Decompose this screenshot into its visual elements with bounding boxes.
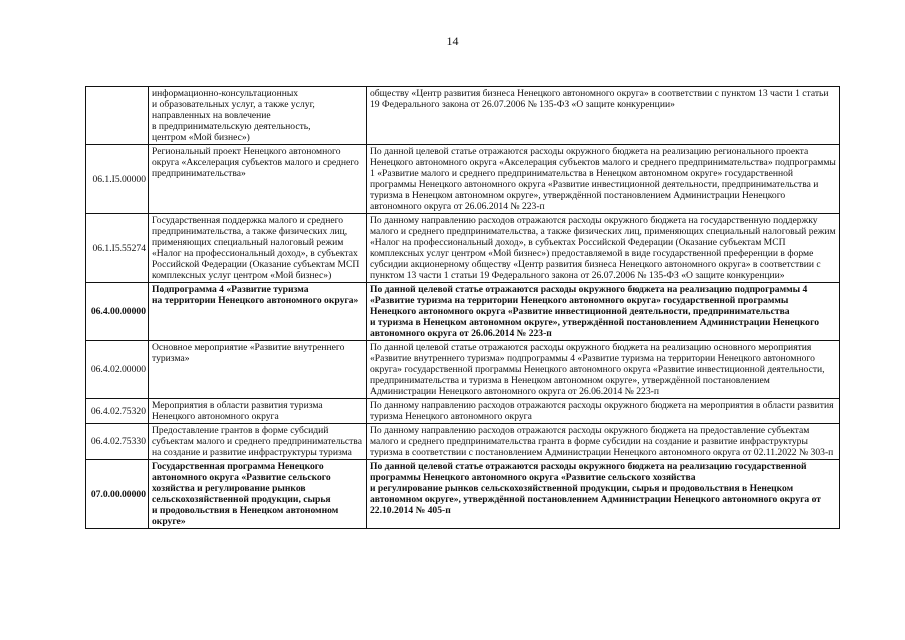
target-article-name: Государственная программа Ненецкого автономного округа «Развитие сельского хозяйства и регулирование рынков сельскохозяйственной продукции, сырья и продовольствия в Ненецком автономном округе» bbox=[149, 460, 367, 529]
table-row bbox=[86, 460, 840, 529]
target-article-name: информационно-консультационных и образовательных услуг, а также услуг, направленных на вовлечение в предпринимательскую деятельность, центром «Мой бизнес») bbox=[149, 87, 367, 145]
target-article-code: 07.0.00.00000 bbox=[86, 460, 149, 529]
table-row bbox=[86, 87, 840, 145]
target-article-name: Региональный проект Ненецкого автономного округа «Акселерация субъектов малого и среднего предпринимательства» bbox=[149, 145, 367, 214]
table-row bbox=[86, 341, 840, 399]
target-article-code bbox=[86, 87, 149, 145]
target-article-description: По данному направлению расходов отражаются расходы окружного бюджета на государственную поддержку малого и среднего предпринимательства, а также физических лиц, применяющих специальный налоговый режим «Налог на профессиональный доход», в субъектах Российской Федерации (Оказание субъектам МСП комплексных услуг центром «Мой бизнес») предоставляемой в виде государственной преференции в форме субсидии акционерному обществу «Центр развития бизнеса Ненецкого автономного округа» в соответствии с пунктом 13 части 1 статьи 19 Федерального закона от 26.07.2006 № 135-ФЗ «О защите конкуренции» bbox=[367, 214, 840, 283]
target-article-description: По данной целевой статье отражаются расходы окружного бюджета на реализацию основного мероприятия «Развитие внутреннего туризма» подпрограммы 4 «Развитие туризма на территории Ненецкого автономного округа» государственной программы Ненецкого автономного округа «Развитие инвестиционной деятельности, предпринимательства и туризма в Ненецком автономном округе», утверждённой постановлением Администрации Ненецкого автономного округа от 26.06.2014 № 223-п bbox=[367, 341, 840, 399]
target-article-name: Предоставление грантов в форме субсидий субъектам малого и среднего предпринимательства на создание и развитие инфраструктуры туризма bbox=[149, 424, 367, 460]
target-article-description: По данной целевой статье отражаются расходы окружного бюджета на реализацию регионального проекта Ненецкого автономного округа «Акселерация субъектов малого и среднего предпринимательства» подпрограммы 1 «Развитие малого и среднего предпринимательства в Ненецком автономном округе» государственной программы Ненецкого автономного округа «Развитие инвестиционной деятельности, предпринимательства и туризма в Ненецком автономном округе», утверждённой постановлением Администрации Ненецкого автономного округа от 26.06.2014 № 223-п bbox=[367, 145, 840, 214]
target-article-code: 06.4.00.00000 bbox=[86, 283, 149, 341]
target-article-description: По данной целевой статье отражаются расходы окружного бюджета на реализацию государственной программы Ненецкого автономного округа «Развитие сельского хозяйства и регулирование рынков сельскохозяйственной продукции, сырья и продовольствия в Ненецком автономном округе», утверждённой постановлением Администрации Ненецкого автономного округа от 22.10.2014 № 405-п bbox=[367, 460, 840, 529]
target-article-description: обществу «Центр развития бизнеса Ненецкого автономного округа» в соответствии с пунктом 13 части 1 статьи 19 Федерального закона от 26.07.2006 № 135-ФЗ «О защите конкуренции» bbox=[367, 87, 840, 145]
page-number: 14 bbox=[446, 34, 459, 48]
target-article-name: Государственная поддержка малого и среднего предпринимательства, а также физических лиц, применяющих специальный налоговый режим «Налог на профессиональный доход», в субъектах Российской Федерации (Оказание субъектам МСП комплексных услуг центром «Мой бизнес») bbox=[149, 214, 367, 283]
target-article-name: Мероприятия в области развития туризма Ненецкого автономного округа bbox=[149, 399, 367, 424]
target-article-code: 06.1.I5.00000 bbox=[86, 145, 149, 214]
target-article-description: По данной целевой статье отражаются расходы окружного бюджета на реализацию подпрограммы 4 «Развитие туризма на территории Ненецкого автономного округа» государственной программы Ненецкого автономного округа «Развитие инвестиционной деятельности, предпринимательства и туризма в Ненецком автономном округе», утверждённой постановлением Администрации Ненецкого автономного округа от 26.06.2014 № 223-п bbox=[367, 283, 840, 341]
target-article-code: 06.4.02.75320 bbox=[86, 399, 149, 424]
table-row bbox=[86, 214, 840, 283]
target-article-description: По данному направлению расходов отражаются расходы окружного бюджета на предоставление субъектам малого и среднего предпринимательства гранта в форме субсидии на создание и развитие инфраструктуры туризма в соответствии с постановлением Администрации Ненецкого автономного округа от 02.11.2022 № 303-п bbox=[367, 424, 840, 460]
target-article-code: 06.4.02.75330 bbox=[86, 424, 149, 460]
target-article-code: 06.4.02.00000 bbox=[86, 341, 149, 399]
target-article-description: По данному направлению расходов отражаются расходы окружного бюджета на мероприятия в области развития туризма Ненецкого автономного округа bbox=[367, 399, 840, 424]
table-row bbox=[86, 424, 840, 460]
target-article-name: Основное мероприятие «Развитие внутреннего туризма» bbox=[149, 341, 367, 399]
table-row bbox=[86, 145, 840, 214]
budget-classification-table bbox=[85, 86, 840, 529]
table-row bbox=[86, 399, 840, 424]
target-article-name: Подпрограмма 4 «Развитие туризма на территории Ненецкого автономного округа» bbox=[149, 283, 367, 341]
table-row bbox=[86, 283, 840, 341]
target-article-code: 06.1.I5.55274 bbox=[86, 214, 149, 283]
